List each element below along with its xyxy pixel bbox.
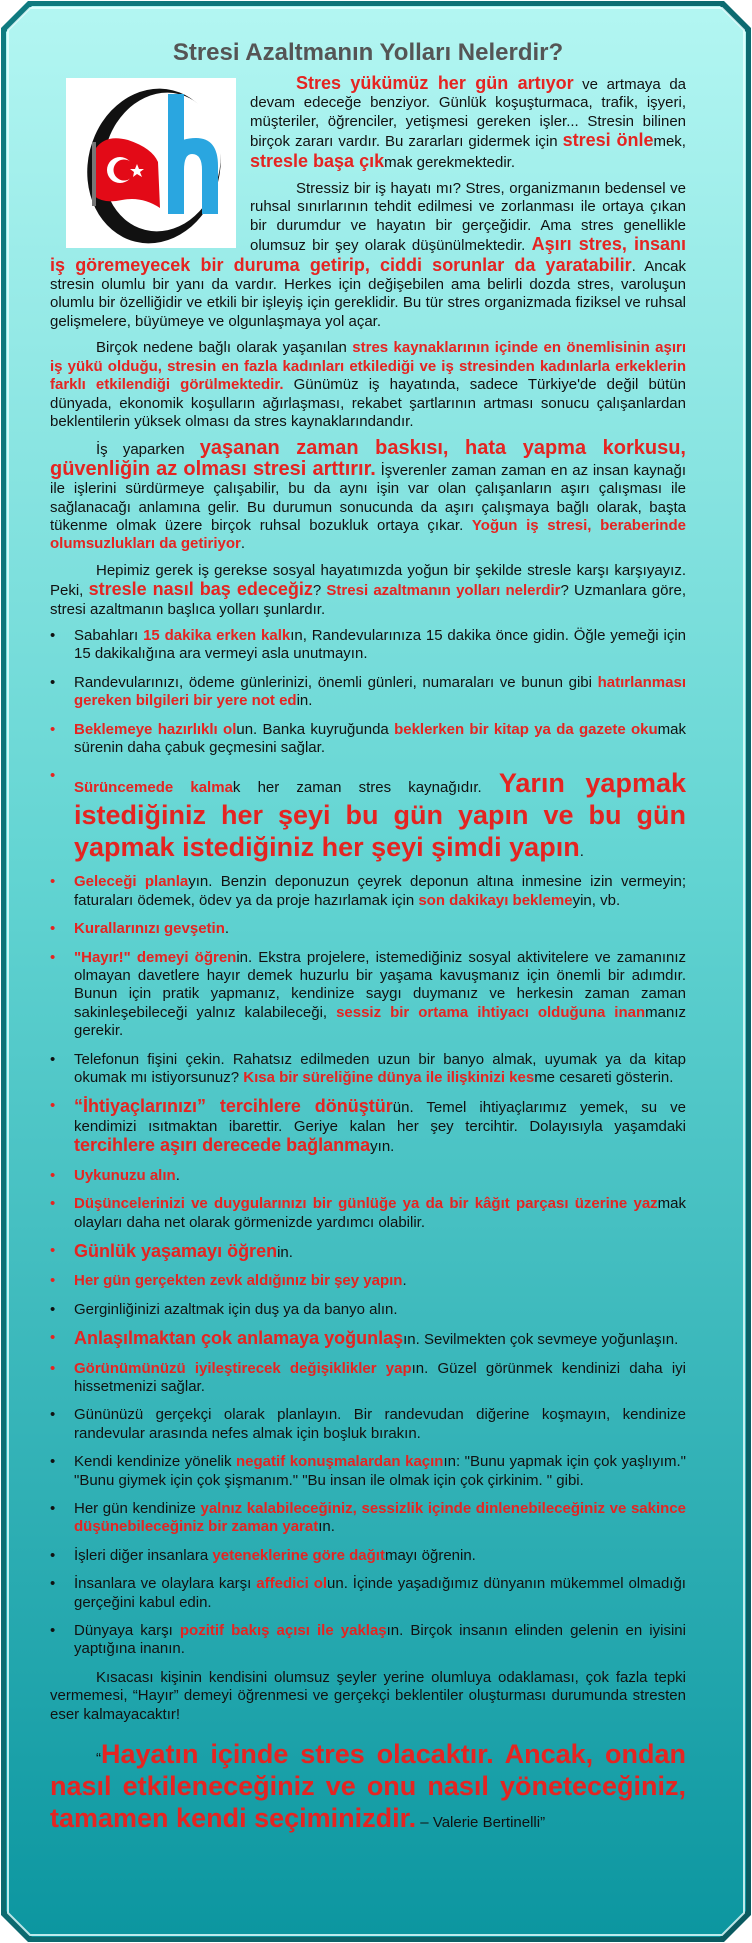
list-item bbox=[50, 1097, 686, 1156]
highlighted-text: Beklemeye hazırlıklı ol bbox=[74, 720, 237, 738]
text-run: ın, Randevularınıza 15 dakika önce gidin. Öğle yemeği için 15 dakikalığına ara vermeyi asla unutmayın. bbox=[74, 626, 687, 663]
bullet-icon: • bbox=[50, 1406, 56, 1424]
text-run: ın. bbox=[318, 1518, 335, 1536]
list-item bbox=[50, 1195, 686, 1232]
text-run: . bbox=[402, 1272, 407, 1290]
text-run: ın. Sevilmekten çok sevmeye yoğunlaşın. bbox=[403, 1331, 679, 1349]
list-item bbox=[50, 1547, 686, 1565]
list-item bbox=[50, 1272, 686, 1290]
body-paragraph bbox=[50, 439, 686, 553]
bullet-icon: • bbox=[50, 1272, 56, 1290]
text-run: Gerginliğinizi azaltmak için duş ya da banyo alın. bbox=[74, 1300, 398, 1318]
bullet-icon: • bbox=[50, 720, 56, 738]
text-run: Stressiz bir iş hayatı mı? Stres, organizmanın bedensel ve ruhsal sınırlarının tehdit edilmesi ve zorlanması ile ortaya çıkan bir durumdur ve hayatın bir gerçeğidir. Ama stres genellikle olumsuz bir şey olarak düşünülmektedir. bbox=[250, 180, 686, 255]
body-paragraphs bbox=[50, 339, 686, 619]
highlighted-text: affedici ol bbox=[256, 1575, 328, 1593]
bullet-icon: • bbox=[50, 1166, 56, 1184]
bullet-icon: • bbox=[50, 673, 56, 691]
text-run: ın: "Bunu yapmak için çok yaşlıyım." "Bunu giymek için çok şişmanım." "Bu insan ile olmak için çok çirkinim. " gibi. bbox=[74, 1453, 686, 1489]
text-run: manız gerekir. bbox=[74, 1003, 687, 1040]
text-run: mak olayları daha net olarak görmenizde yardımcı olabilir. bbox=[74, 1195, 686, 1231]
bullet-icon: • bbox=[50, 948, 56, 966]
highlighted-text: Düşüncelerinizi ve duygularınızı bir günlüğe ya da bir kâğıt parçası üzerine yaz bbox=[74, 1195, 658, 1213]
highlighted-text: Görünümünüzü iyileştirecek değişiklikler yap bbox=[74, 1359, 412, 1377]
highlighted-text: stresle başa çık bbox=[250, 150, 385, 171]
highlighted-text: Yoğun iş stresi, beraberinde olumsuzlukları da getiriyor bbox=[50, 516, 686, 553]
text-run: mayı öğrenin. bbox=[384, 1546, 476, 1564]
text-run: Telefonun fişini çekin. Rahatsız edilmeden uzun bir banyo almak, uyumak ya da kitap okumak mı istiyorsunuz? bbox=[74, 1050, 686, 1087]
body-paragraph bbox=[50, 562, 686, 619]
list-item bbox=[50, 1622, 686, 1659]
text-run: mak gerekmektedir. bbox=[384, 153, 515, 171]
list-item bbox=[50, 949, 686, 1041]
text-run: İşleri diğer insanlara bbox=[74, 1546, 213, 1564]
text-run: Her gün kendinize bbox=[74, 1499, 201, 1517]
text-run: ? bbox=[312, 582, 327, 600]
text-run: un. Banka kuyruğunda bbox=[236, 720, 395, 738]
bullet-icon: • bbox=[50, 1546, 56, 1564]
list-item bbox=[50, 627, 686, 664]
quote-text bbox=[50, 1738, 686, 1834]
text-run: Birçok nedene bağlı olarak yaşanılan bbox=[96, 339, 353, 357]
text-run: ve artmaya da devam edeceğe benziyor. Günlük koşuşturmaca, trafik, işyeri, müşteriler, öğrenciler, yetişmesi gereken işler... Stresin bilinen birçok zararı vardır. Bu zararları gidermek için bbox=[250, 76, 687, 151]
text-run: . Ancak stresin olumlu bir yanı da vardır. Herkes için değişebilen ama belirli dozda stres, varoluşun olumlu bir özelliğidir ve etkili bir işleyiş için gereklidir. Bu tür stres organizmada fiziksel ve ruhsal gelişmelere, büyümeye ve olgunlaşmaya yol açar. bbox=[50, 257, 686, 330]
text-run: İş yaparken bbox=[96, 441, 200, 459]
highlighted-text: sessiz bir ortama ihtiyacı olduğuna inan bbox=[336, 1003, 646, 1021]
text-run: ? Uzmanlara göre, stresi azaltmanın başlıca yolları şunlardır. bbox=[50, 582, 686, 618]
highlighted-text: yeteneklerine göre dağıt bbox=[212, 1546, 385, 1564]
text-run: Gününüzü gerçekçi olarak planlayın. Bir randevudan diğerine koşmayın, kendinize randevular arasında nefes almak için boşluk bırakın. bbox=[74, 1406, 686, 1442]
highlighted-text: Geleceği planla bbox=[74, 873, 189, 891]
highlighted-text: tercihlere aşırı derecede bağlanma bbox=[74, 1135, 371, 1156]
highlighted-text: Anlaşılmaktan çok anlamaya yoğunlaş bbox=[74, 1328, 404, 1349]
bullet-icon: • bbox=[50, 1097, 56, 1115]
highlighted-text: stresle nasıl baş edeceğiz bbox=[88, 579, 313, 600]
text-run: Sabahları bbox=[74, 626, 144, 644]
highlighted-text: Uykunuzu alın bbox=[74, 1166, 176, 1184]
highlighted-text: “İhtiyaçlarınızı” tercihlere dönüştür bbox=[74, 1096, 393, 1117]
list-item bbox=[50, 767, 686, 863]
list-item bbox=[50, 1453, 686, 1490]
list-item bbox=[50, 1500, 686, 1537]
closing-paragraph bbox=[50, 1669, 686, 1724]
text-run: . bbox=[579, 843, 584, 861]
highlighted-text: Stres yükümüz her gün artıyor bbox=[296, 73, 574, 93]
bullet-icon: • bbox=[50, 626, 56, 644]
bullet-icon: • bbox=[50, 1050, 56, 1068]
bullet-icon: • bbox=[50, 873, 56, 891]
logo bbox=[66, 78, 236, 248]
text-run: ın. Güzel görünmek kendinizi daha iyi hissetmenizi sağlar. bbox=[74, 1359, 686, 1395]
text-run: mek, bbox=[653, 133, 686, 151]
text-run: İnsanlara ve olaylara karşı bbox=[74, 1575, 257, 1593]
highlighted-text: stres kaynaklarının içinde en önemlisinin aşırı iş yükü olduğu, stresin en fazla kadınları etkilediği ve iş stresinden kadınlarla erkeklerin farklı etkilendiği görülmektedir. bbox=[50, 339, 686, 394]
text-run: Günümüz iş hayatında, sadece Türkiye'de değil bütün dünyada, ekonomik koşulların ağırlaşması, rekabet şartlarının artması sonucu çalışanlardan beklentilerin yüksek olması da stres kaynaklarındandır. bbox=[50, 376, 686, 430]
text-run: yın. Benzin deponuzun çeyrek deponun altına inmesine izin vermeyin; faturaları ödemek, ödev ya da proje hazırlamak için bbox=[74, 873, 686, 909]
highlighted-text: Aşırı stres, insanı iş göremeyecek bir duruma getirip, ciddi sorunlar da yaratabilir bbox=[50, 234, 686, 275]
list-item bbox=[50, 873, 686, 910]
highlighted-text: stresi önle bbox=[562, 130, 654, 151]
text-run: . bbox=[240, 535, 246, 553]
stress-tips-list bbox=[50, 627, 686, 1659]
dh-logo-with-turkish-flag-icon bbox=[66, 78, 236, 248]
bullet-icon: • bbox=[50, 767, 56, 785]
highlighted-text: Kurallarınızı gevşetin bbox=[74, 920, 225, 938]
highlighted-text: son dakikayı bekleme bbox=[418, 891, 573, 909]
text-run: . bbox=[175, 1166, 180, 1184]
highlighted-text: yaşanan zaman baskısı, hata yapma korkusu, güvenliğin az olması stresi arttırır. bbox=[50, 437, 686, 480]
bullet-icon: • bbox=[50, 1622, 56, 1639]
list-item bbox=[50, 920, 686, 938]
text-run: Kendi kendinize yönelik bbox=[74, 1453, 237, 1471]
list-item bbox=[50, 1329, 686, 1349]
list-item bbox=[50, 674, 686, 711]
bullet-icon: • bbox=[50, 1329, 56, 1347]
list-item bbox=[50, 1301, 686, 1319]
quote bbox=[50, 1738, 686, 1834]
highlighted-text: 15 dakika erken kalk bbox=[143, 626, 291, 644]
list-item bbox=[50, 1167, 686, 1185]
list-item bbox=[50, 1242, 686, 1262]
highlighted-text: Her gün gerçekten zevk aldığınız bir şey yapın bbox=[74, 1272, 403, 1290]
text-run: Kısacası kişinin kendisini olumsuz şeyler yerine olumluya odaklaması, çok fazla tepki vermemesi, “Hayır” demeyi öğrenmesi ve gerçekçi beklentiler oluşturması durumunda stresten eser kalmayacaktır! bbox=[50, 1668, 686, 1723]
text-run: k her zaman stres kaynağıdır. bbox=[232, 779, 499, 797]
highlighted-text: "Hayır!" demeyi öğren bbox=[74, 948, 237, 966]
text-run: ın. Birçok insanın elinden gelenin en iyisini yaptığına inanın. bbox=[74, 1622, 686, 1658]
highlighted-text: Yarın yapmak istediğiniz her şeyi bu gün yapın ve bu gün yapmak istediğiniz her şeyi şimdi yapın bbox=[74, 768, 686, 863]
bullet-icon: • bbox=[50, 1575, 56, 1593]
text-run: mak sürenin daha çabuk geçmesini sağlar. bbox=[74, 720, 687, 756]
highlighted-text: negatif konuşmalardan kaçın bbox=[236, 1453, 444, 1471]
bullet-icon: • bbox=[50, 1195, 56, 1213]
list-item bbox=[50, 1406, 686, 1443]
page-title: Stresi Azaltmanın Yolları Nelerdir? bbox=[172, 39, 564, 66]
bullet-icon: • bbox=[50, 1453, 56, 1471]
list-item bbox=[50, 1360, 686, 1397]
body-paragraph bbox=[50, 339, 686, 431]
highlighted-text: Günlük yaşamayı öğren bbox=[74, 1240, 278, 1261]
text-run: yın. bbox=[370, 1138, 395, 1156]
text-run: Dünyaya karşı bbox=[74, 1622, 180, 1639]
text-run: me cesareti gösterin. bbox=[534, 1069, 674, 1087]
text-run: Randevularınızı, ödeme günlerinizi, önemli günleri, numaraları ve bunun gibi bbox=[74, 673, 598, 691]
highlighted-text: yalnız kalabileceğiniz, sessizlik içinde dinlenebileceğiniz ve sakince düşünebileceğiniz bir zaman yarat bbox=[74, 1499, 686, 1536]
highlighted-text: pozitif bakış açısı ile yaklaş bbox=[179, 1622, 387, 1639]
highlighted-text: Hayatın içinde stres olacaktır. Ancak, ondan nasıl etkileneceğiniz ve onu nasıl yöneteceğiniz, tamamen kendi seçiminizdir. bbox=[50, 1739, 686, 1834]
highlighted-text: Sürüncemede kalma bbox=[74, 779, 233, 797]
bullet-icon: • bbox=[50, 1241, 56, 1259]
text-run: İşverenler zaman zaman en az insan kaynağı ile işlerini sürdürmeye çalışabilir, bu da aynı işin var olan çalışanların aşırı çalışması ile sağlanacağı anlamına gelir. Bu durumun sonucunda da aşırı çalışmaya bağlı olarak, başta tükenme olmak üzere birçok ruhsal bozukluk ortaya çıkar. bbox=[50, 461, 687, 534]
text-run: – Valerie Bertinelli” bbox=[416, 1814, 546, 1832]
bullet-icon: • bbox=[50, 920, 56, 938]
highlighted-text: hatırlanması gereken bilgileri bir yere not ed bbox=[74, 673, 686, 710]
text-run: ün. Temel ihtiyaçlarımız yemek, su ve kendimizi ısıtmaktan ibarettir. Geriye kalan her şey tercihtir. Dolayısıyla yaşamdaki bbox=[74, 1099, 687, 1135]
highlighted-text: beklerken bir kitap ya da gazete oku bbox=[394, 720, 658, 738]
bullet-icon: • bbox=[50, 1300, 56, 1318]
list-item bbox=[50, 721, 686, 758]
highlighted-text: Kısa bir süreliğine dünya ile ilişkinizi kes bbox=[243, 1069, 535, 1087]
text-run: in. Ekstra projelere, istemediğiniz sosyal aktivitelere ve zamanınız olmayan davetlere hayır demek huzurlu bir yaşama kavuşmanız için önemli bir adımdır. Bunun için pratik yapmanız, kendinize saygı duymanız ve herkesin zaman zaman sakinleşebileceği yalnız kalabileceği, bbox=[74, 948, 686, 1021]
list-item bbox=[50, 1051, 686, 1088]
text-run: . bbox=[224, 920, 230, 938]
highlighted-text: Stresi azaltmanın yolları nelerdir bbox=[326, 582, 561, 600]
closing-text bbox=[50, 1669, 686, 1724]
article bbox=[50, 38, 686, 1842]
text-run: Hepimiz gerek iş gerekse sosyal hayatımızda yoğun bir şekilde stresle karşı karşıyayız. Peki, bbox=[50, 561, 686, 600]
list-item bbox=[50, 1575, 686, 1612]
text-run: in. bbox=[296, 692, 313, 710]
text-run: “ bbox=[96, 1750, 101, 1768]
bullet-icon: • bbox=[50, 1359, 56, 1377]
text-run: un. İçinde yaşadığımız dünyanın mükemmel olmadığı gerçeğini kabul edin. bbox=[74, 1575, 686, 1611]
bullet-icon: • bbox=[50, 1499, 56, 1517]
text-run: yin, vb. bbox=[572, 891, 621, 909]
text-run: in. bbox=[277, 1243, 293, 1261]
